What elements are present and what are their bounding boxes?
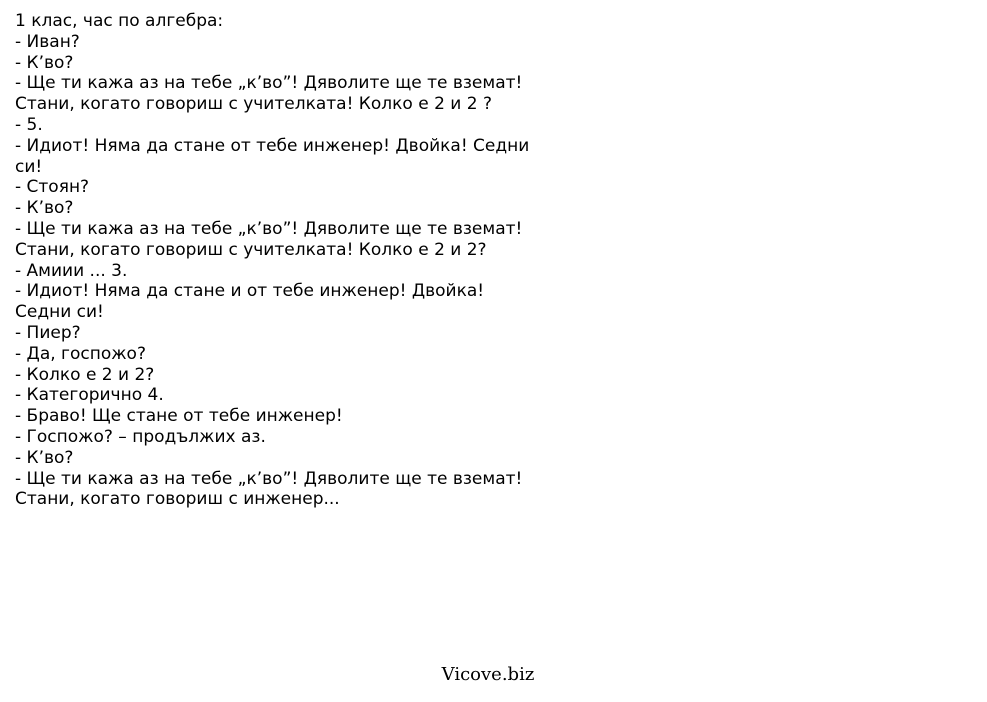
joke-line: - Ще ти кажа аз на тебе „к’во”! Дяволите ще те вземат! (15, 218, 523, 239)
joke-line: 1 клас, час по алгебра: (15, 11, 224, 31)
joke-line: - Госпожо? – продължих аз. (15, 426, 266, 447)
joke-line: Седни си! (15, 302, 104, 323)
joke-line: - 5. (15, 114, 43, 135)
joke-line: - Ще ти кажа аз на тебе „к’во”! Дяволите ще те вземат! (15, 73, 523, 94)
site-watermark: Vicove.biz (441, 664, 535, 685)
joke-line: - Ще ти кажа аз на тебе „к’во”! Дяволите ще те вземат! (15, 468, 523, 489)
joke-line: - К’во? (15, 198, 74, 219)
joke-line: - Стоян? (15, 177, 90, 198)
joke-line: Стани, когато говориш с инженер... (15, 489, 340, 510)
joke-line: си! (15, 156, 43, 177)
joke-line: - К’во? (15, 447, 74, 468)
joke-line: - Браво! Ще стане от тебе инженер! (15, 406, 343, 427)
joke-line: - Иван? (15, 31, 80, 52)
joke-line: - Идиот! Няма да стане и от тебе инженер! Двойка! (15, 281, 485, 302)
joke-line: - Да, госпожо? (15, 343, 146, 364)
joke-line: - Амиии ... 3. (15, 260, 128, 281)
joke-line: - Категорично 4. (15, 385, 164, 406)
joke-text (15, 11, 575, 510)
joke-line: Стани, когато говориш с учителката! Колко е 2 и 2? (15, 239, 487, 260)
joke-line: - К’во? (15, 52, 74, 73)
joke-line: Стани, когато говориш с учителката! Колко е 2 и 2 ? (15, 94, 492, 115)
joke-line: - Колко е 2 и 2? (15, 364, 155, 385)
joke-line: - Идиот! Няма да стане от тебе инженер! Двойка! Седни (15, 135, 530, 156)
joke-line: - Пиер? (15, 322, 81, 343)
